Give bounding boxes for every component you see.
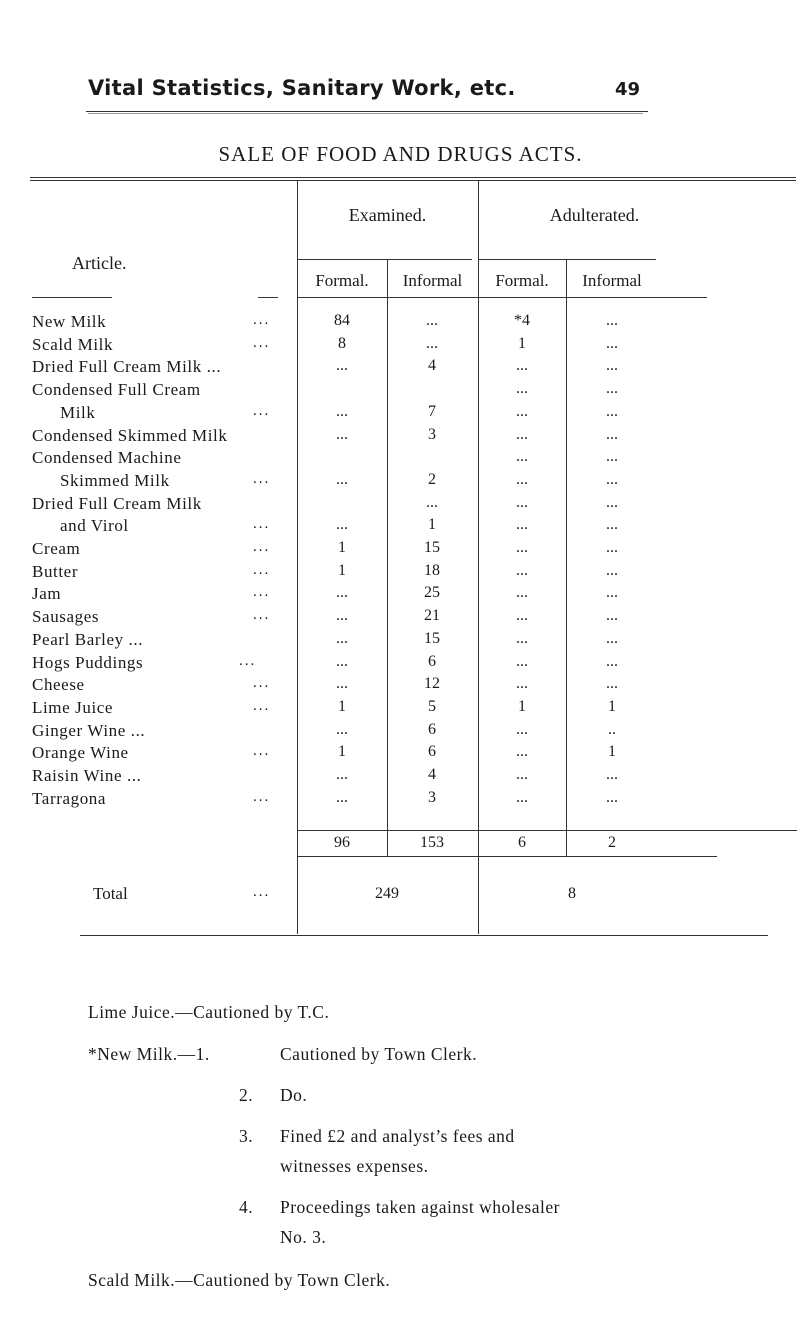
cell-examined-formal: 1 <box>338 539 346 556</box>
cell-examined-formal: 8 <box>338 335 346 352</box>
cell-adulterated-formal: ... <box>516 789 528 806</box>
cell-examined-formal: ... <box>336 607 348 624</box>
cell-examined-informal: ... <box>426 312 438 329</box>
note-new-milk-4a: Proceedings taken against wholesaler <box>280 1197 560 1217</box>
cell-examined-formal: ... <box>336 630 348 647</box>
cell-adulterated-formal: ... <box>516 653 528 670</box>
cell-adulterated-formal: ... <box>516 471 528 488</box>
examined-under-rule <box>297 259 472 260</box>
cell-adulterated-informal: ... <box>606 335 618 352</box>
total-leader-dots: ... <box>253 884 271 900</box>
note-number-2: 2. <box>239 1085 254 1105</box>
leader-dots: ... <box>253 743 271 759</box>
cell-examined-informal: 1 <box>428 516 436 533</box>
cell-adulterated-informal: ... <box>606 766 618 783</box>
note-scald-milk: Scald Milk.—Cautioned by Town Clerk. <box>88 1270 391 1290</box>
leader-dots: ... <box>253 584 271 600</box>
cell-adulterated-informal: ... <box>606 312 618 329</box>
note-new-milk-head: *New Milk.—1. <box>88 1044 210 1064</box>
cell-examined-informal: 25 <box>424 584 440 601</box>
cell-examined-informal: 7 <box>428 403 436 420</box>
table-top-rule-2 <box>30 180 796 181</box>
row-label: Dried Full Cream Milk ... <box>32 357 222 376</box>
cell-adulterated-formal: ... <box>516 607 528 624</box>
cell-adulterated-formal: ... <box>516 562 528 579</box>
row-label: Hogs Puddings <box>32 653 144 672</box>
header-bottom-rule <box>297 297 707 298</box>
note-new-milk-3a: Fined £2 and analyst’s fees and <box>280 1126 515 1146</box>
subtotal-examined-informal: 153 <box>420 834 444 851</box>
row-label: Cheese <box>32 675 85 694</box>
total-examined: 249 <box>375 885 399 902</box>
cell-examined-formal: 1 <box>338 562 346 579</box>
subtotal-adulterated-informal: 2 <box>608 834 616 851</box>
row-label: Condensed Machine <box>32 448 182 467</box>
cell-adulterated-formal: ... <box>516 516 528 533</box>
row-label: New Milk <box>32 312 107 331</box>
cell-adulterated-formal: 1 <box>518 698 526 715</box>
note-new-milk-1: Cautioned by Town Clerk. <box>280 1044 478 1064</box>
cell-examined-informal: 4 <box>428 766 436 783</box>
leader-dots: ... <box>253 312 271 328</box>
cell-adulterated-informal: ... <box>606 403 618 420</box>
cell-adulterated-formal: ... <box>516 380 528 397</box>
leader-dots: ... <box>253 539 271 555</box>
cell-adulterated-informal: ... <box>606 607 618 624</box>
leader-dots: ... <box>253 471 271 487</box>
cell-examined-informal: 15 <box>424 630 440 647</box>
note-number-4: 4. <box>239 1197 254 1217</box>
cell-examined-formal: ... <box>336 766 348 783</box>
row-label: Condensed Full Cream <box>32 380 201 399</box>
header-rule <box>86 111 648 112</box>
table-bottom-rule <box>80 935 768 936</box>
cell-examined-informal: 6 <box>428 743 436 760</box>
col-adulterated-formal-header: Formal. <box>495 271 549 290</box>
leader-dots: ... <box>239 653 257 669</box>
cell-adulterated-informal: ... <box>606 380 618 397</box>
leader-dots: ... <box>253 675 271 691</box>
cell-examined-formal: 1 <box>338 743 346 760</box>
col-examined-informal-header: Informal <box>402 271 463 290</box>
col-adulterated-informal-header: Informal <box>582 271 642 290</box>
total-adulterated: 8 <box>568 885 576 902</box>
note-new-milk-3b: witnesses expenses. <box>280 1156 429 1176</box>
row-label: Condensed Skimmed Milk <box>32 426 228 445</box>
subtotal-bottom-rule <box>297 856 717 857</box>
cell-examined-informal: 3 <box>428 426 436 443</box>
row-label: Ginger Wine ... <box>32 721 146 740</box>
cell-adulterated-formal: ... <box>516 743 528 760</box>
cell-examined-formal: ... <box>336 357 348 374</box>
cell-examined-formal: ... <box>336 403 348 420</box>
col-examined-header: Examined. <box>348 205 427 225</box>
row-label: Scald Milk <box>32 335 114 354</box>
row-label: Milk <box>60 403 96 422</box>
cell-examined-formal: ... <box>336 675 348 692</box>
running-title: Vital Statistics, Sanitary Work, etc. <box>88 76 516 100</box>
cell-adulterated-informal: ... <box>606 357 618 374</box>
cell-examined-informal: 2 <box>428 471 436 488</box>
cell-examined-formal: ... <box>336 584 348 601</box>
cell-examined-informal: 15 <box>424 539 440 556</box>
cell-adulterated-formal: ... <box>516 448 528 465</box>
note-new-milk-2: Do. <box>280 1085 308 1105</box>
col-adulterated-header: Adulterated. <box>549 205 640 225</box>
subtotal-examined-formal: 96 <box>334 834 350 851</box>
row-label: Lime Juice <box>32 698 114 717</box>
cell-examined-formal: ... <box>336 471 348 488</box>
row-label: Skimmed Milk <box>60 471 170 490</box>
row-label: Sausages <box>32 607 100 626</box>
subtotal-top-rule <box>297 830 797 831</box>
cell-adulterated-informal: ... <box>606 494 618 511</box>
section-title: SALE OF FOOD AND DRUGS ACTS. <box>218 142 583 166</box>
row-label: Orange Wine <box>32 743 129 762</box>
cell-adulterated-informal: 1 <box>608 698 616 715</box>
cell-examined-informal: 4 <box>428 357 436 374</box>
cell-adulterated-informal: 1 <box>608 743 616 760</box>
row-label: Jam <box>32 584 62 603</box>
cell-examined-informal: 3 <box>428 789 436 806</box>
cell-examined-formal: ... <box>336 516 348 533</box>
row-label: Tarragona <box>32 789 107 808</box>
note-lime-juice: Lime Juice.—Cautioned by T.C. <box>88 1002 330 1022</box>
cell-adulterated-formal: ... <box>516 584 528 601</box>
cell-adulterated-informal: ... <box>606 789 618 806</box>
leader-dots: ... <box>253 789 271 805</box>
cell-adulterated-formal: ... <box>516 494 528 511</box>
cell-adulterated-formal: ... <box>516 766 528 783</box>
cell-examined-formal: ... <box>336 426 348 443</box>
note-new-milk-4b: No. 3. <box>280 1227 327 1247</box>
leader-dots: ... <box>253 698 271 714</box>
col-divider-article <box>297 181 298 934</box>
table-top-rule <box>30 177 796 178</box>
cell-adulterated-formal: ... <box>516 426 528 443</box>
col-examined-formal-header: Formal. <box>315 271 369 290</box>
cell-examined-formal: ... <box>336 789 348 806</box>
header-rule-thin <box>88 113 643 114</box>
header-bottom-rule-left <box>258 297 278 298</box>
cell-adulterated-informal: ... <box>606 448 618 465</box>
cell-examined-informal: 18 <box>424 562 440 579</box>
row-label: Pearl Barley ... <box>32 630 144 649</box>
cell-adulterated-informal: ... <box>606 562 618 579</box>
cell-adulterated-informal: ... <box>606 584 618 601</box>
leader-dots: ... <box>253 607 271 623</box>
cell-adulterated-informal: ... <box>606 426 618 443</box>
cell-adulterated-informal: ... <box>606 539 618 556</box>
row-label: Cream <box>32 539 81 558</box>
row-label: Butter <box>32 562 79 581</box>
cell-adulterated-informal: ... <box>606 516 618 533</box>
cell-examined-informal: ... <box>426 494 438 511</box>
subtotal-adulterated-formal: 6 <box>518 834 526 851</box>
cell-adulterated-formal: ... <box>516 721 528 738</box>
cell-examined-formal: ... <box>336 653 348 670</box>
row-label: Raisin Wine ... <box>32 766 142 785</box>
note-number-3: 3. <box>239 1126 254 1146</box>
leader-dots: ... <box>253 403 271 419</box>
cell-adulterated-formal: ... <box>516 675 528 692</box>
cell-adulterated-formal: ... <box>516 630 528 647</box>
header-bottom-rule-far-left <box>32 297 112 298</box>
cell-adulterated-informal: ... <box>606 630 618 647</box>
row-label: Dried Full Cream Milk <box>32 494 202 513</box>
cell-adulterated-informal: .. <box>608 721 616 738</box>
cell-examined-informal: ... <box>426 335 438 352</box>
cell-adulterated-informal: ... <box>606 675 618 692</box>
cell-examined-informal: 21 <box>424 607 440 624</box>
cell-examined-formal: 84 <box>334 312 350 329</box>
cell-examined-informal: 6 <box>428 653 436 670</box>
cell-adulterated-formal: *4 <box>514 312 530 329</box>
cell-examined-formal: 1 <box>338 698 346 715</box>
col-divider-examined-sub <box>387 260 388 857</box>
adulterated-under-rule <box>478 259 656 260</box>
cell-adulterated-formal: ... <box>516 403 528 420</box>
page-number: 49 <box>615 79 641 100</box>
col-article-header: Article. <box>72 253 127 273</box>
leader-dots: ... <box>253 335 271 351</box>
cell-adulterated-formal: ... <box>516 539 528 556</box>
total-label: Total <box>93 884 128 903</box>
cell-examined-formal: ... <box>336 721 348 738</box>
cell-adulterated-informal: ... <box>606 653 618 670</box>
leader-dots: ... <box>253 516 271 532</box>
col-divider-examined-adulterated <box>478 181 479 934</box>
col-divider-adulterated-sub <box>566 260 567 857</box>
row-label: and Virol <box>60 516 129 535</box>
cell-adulterated-formal: ... <box>516 357 528 374</box>
cell-examined-informal: 6 <box>428 721 436 738</box>
leader-dots: ... <box>253 562 271 578</box>
cell-examined-informal: 12 <box>424 675 440 692</box>
cell-adulterated-formal: 1 <box>518 335 526 352</box>
cell-examined-informal: 5 <box>428 698 436 715</box>
cell-adulterated-informal: ... <box>606 471 618 488</box>
